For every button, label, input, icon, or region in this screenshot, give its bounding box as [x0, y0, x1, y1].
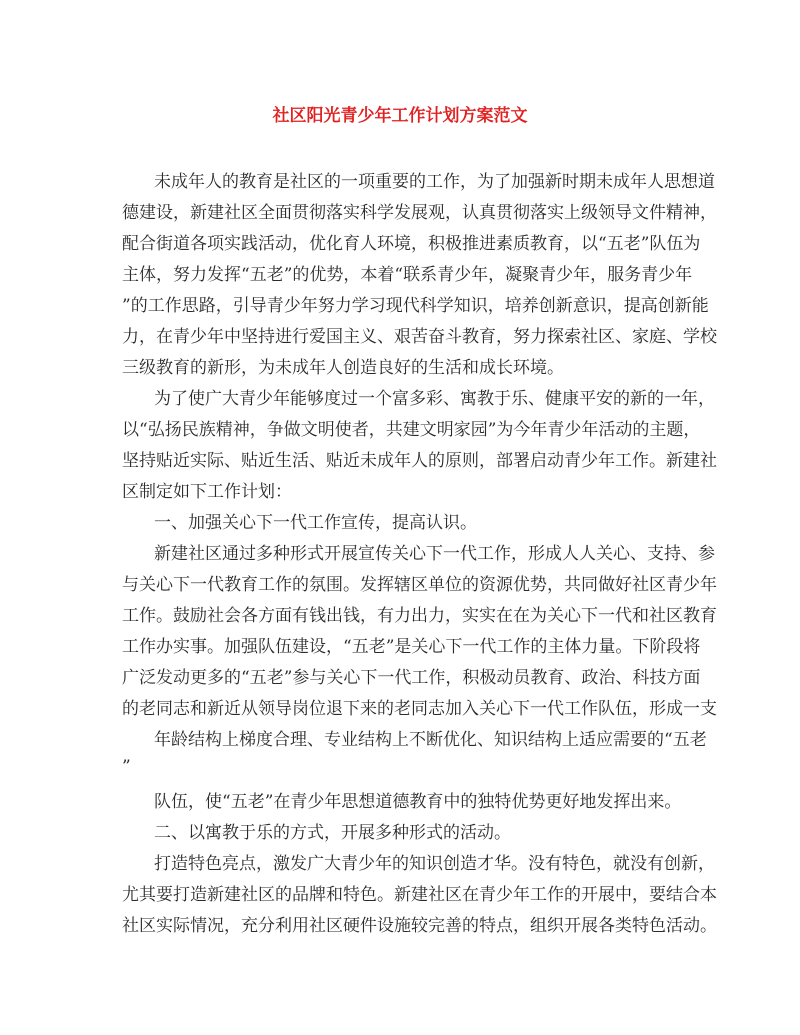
paragraph-line: 配合街道各项实践活动，优化育人环境，积极推进素质教育，以“五老”队伍为 — [122, 234, 701, 254]
section-heading: 一、加强关心下一代工作宣传，提高认识。 — [154, 513, 477, 533]
paragraph-line: 打造特色亮点，激发广大青少年的知识创造才华。没有特色，就没有创新， — [154, 854, 715, 874]
paragraph-line: 三级教育的新形，为未成年人创造良好的生活和成长环境。 — [122, 358, 564, 378]
paragraph-line: 为了使广大青少年能够度过一个富多彩、寓教于乐、健康平安的新的一年， — [154, 389, 715, 409]
paragraph-line: ”的工作思路，引导青少年努力学习现代科学知识，培养创新意识，提高创新能 — [122, 296, 709, 316]
paragraph-line: 未成年人的教育是社区的一项重要的工作，为了加强新时期未成年人思想道 — [154, 172, 715, 192]
paragraph-line: 力，在青少年中坚持进行爱国主义、艰苦奋斗教育，努力探索社区、家庭、学校 — [122, 327, 717, 347]
paragraph-line: 区制定如下工作计划： — [122, 482, 292, 502]
paragraph-line: 德建设，新建社区全面贯彻落实科学发展观，认真贯彻落实上级领导文件精神， — [122, 203, 717, 223]
paragraph-line: 年龄结构上梯度合理、专业结构上不断优化、知识结构上适应需要的“五老 — [154, 730, 707, 750]
paragraph-line: 工作。鼓励社会各方面有钱出钱，有力出力，实实在在为关心下一代和社区教育 — [122, 606, 717, 626]
paragraph-line: 尤其要打造新建社区的品牌和特色。新建社区在青少年工作的开展中，要结合本 — [122, 885, 717, 905]
paragraph-line: 社区实际情况，充分利用社区硬件设施较完善的特点，组织开展各类特色活动。 — [122, 916, 717, 936]
paragraph-line: ” — [122, 757, 131, 777]
paragraph-line: 广泛发动更多的“五老”参与关心下一代工作，积极动员教育、政治、科技方面 — [122, 668, 701, 688]
paragraph-line: 队伍，使“五老”在青少年思想道德教育中的独特优势更好地发挥出来。 — [154, 792, 682, 812]
paragraph-line: 以“弘扬民族精神，争做文明使者，共建文明家园”为今年青少年活动的主题， — [122, 420, 701, 440]
paragraph-line: 主体，努力发挥“五老”的优势，本着“联系青少年，凝聚青少年，服务青少年 — [122, 265, 693, 285]
section-heading: 二、以寓教于乐的方式，开展多种形式的活动。 — [154, 823, 511, 843]
paragraph-line: 工作办实事。加强队伍建设，“五老”是关心下一代工作的主体力量。下阶段将 — [122, 637, 701, 657]
paragraph-line: 新建社区通过多种形式开展宣传关心下一代工作，形成人人关心、支持、参 — [154, 544, 715, 564]
paragraph-line: 的老同志和新近从领导岗位退下来的老同志加入关心下一代工作队伍，形成一支 — [122, 699, 717, 719]
paragraph-line: 坚持贴近实际、贴近生活、贴近未成年人的原则，部署启动青少年工作。新建社 — [122, 451, 717, 471]
paragraph-line: 与关心下一代教育工作的氛围。发挥辖区单位的资源优势，共同做好社区青少年 — [122, 575, 717, 595]
document-title: 社区阳光青少年工作计划方案范文 — [272, 106, 528, 126]
